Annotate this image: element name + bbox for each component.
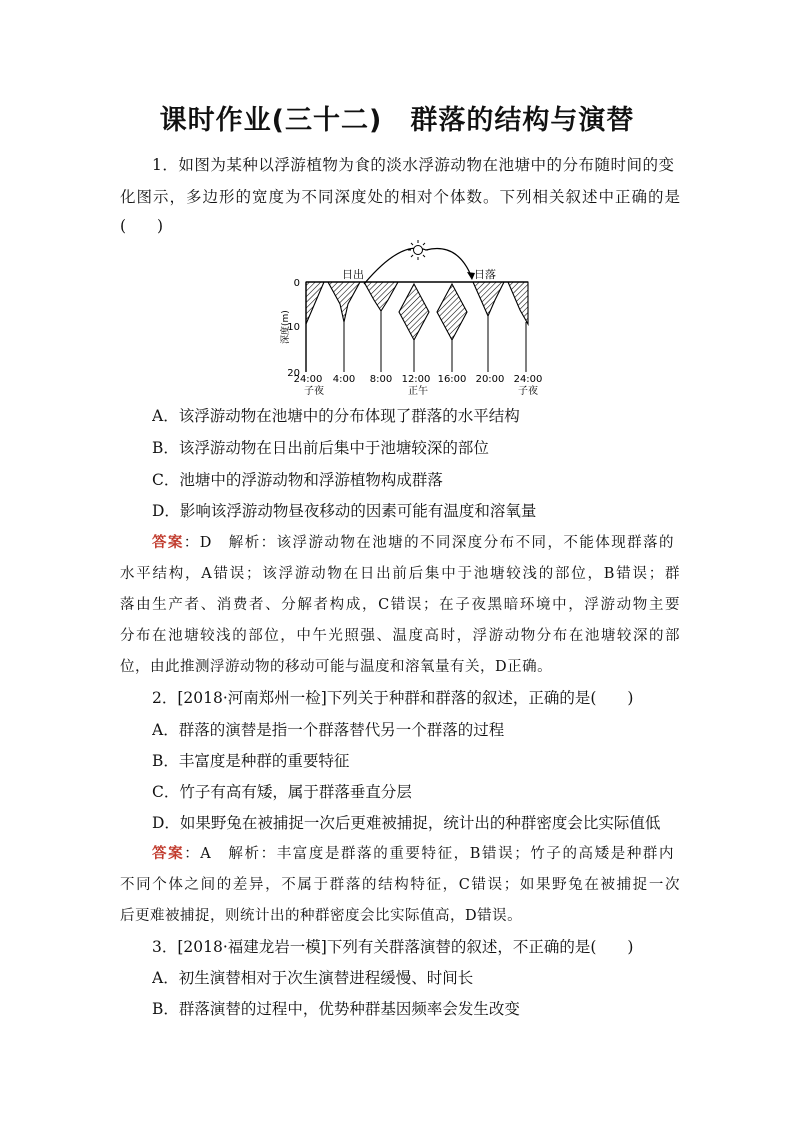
q2-option-c: C．竹子有高有矮，属于群落垂直分层	[152, 783, 412, 801]
q1-answer-label: 答案	[152, 534, 184, 551]
x-tick-0: 24:00	[293, 374, 323, 385]
q2-answer	[152, 843, 674, 865]
q1-stem-line-1: 1．如图为某种以浮游植物为食的淡水浮游动物在池塘中的分布随时间的变	[152, 156, 674, 174]
q2-option-a: A．群落的演替是指一个群落替代另一个群落的过程	[152, 721, 505, 739]
distribution-shape-2400	[508, 282, 528, 324]
distribution-shape-0000	[306, 282, 324, 324]
x-tick-1: 4:00	[332, 374, 356, 385]
q1-answer-text: ：D 解析：该浮游动物在池塘的不同深度分布不同，不能体现群落的	[183, 535, 674, 551]
y-axis-label: 深度(m)	[281, 310, 291, 344]
sun-icon	[408, 240, 428, 260]
q1-option-b: B．该浮游动物在日出前后集中于池塘较深的部位	[152, 439, 489, 457]
x-tick-3: 12:00	[401, 374, 431, 385]
distribution-shape-1600	[437, 284, 467, 340]
q1-stem-line-3: ( )	[120, 217, 164, 235]
x-tick-4: 16:00	[437, 374, 467, 385]
distribution-shape-0800	[364, 282, 398, 311]
q2-analysis-line-1: 不同个体之间的差异，不属于群落的结构特征，C错误；如果野兔在被捕捉一次	[120, 877, 680, 893]
x-sub-midnight-start: 子夜	[304, 386, 324, 397]
distribution-shape-1200	[399, 284, 429, 340]
q1-answer	[152, 532, 674, 554]
q1-analysis-line-3: 分布在池塘较浅的部位，中午光照强、温度高时，浮游动物分布在池塘较深的部	[120, 628, 680, 644]
q2-answer-text: ：A 解析：丰富度是群落的重要特征，B错误；竹子的高矮是种群内	[184, 846, 674, 862]
q2-answer-label: 答案	[152, 845, 185, 862]
q2-option-d: D．如果野兔在被捕捉一次后更难被捕捉，统计出的种群密度会比实际值低	[152, 814, 661, 832]
x-tick-5: 20:00	[475, 374, 505, 385]
q3-option-a: A．初生演替相对于次生演替进程缓慢、时间长	[152, 969, 474, 987]
sunrise-label: 日出	[342, 268, 364, 281]
page-title: 课时作业(三十二) 群落的结构与演替	[159, 105, 635, 136]
q2-stem: 2．[2018·河南郑州一检]下列关于种群和群落的叙述，正确的是( )	[152, 689, 634, 707]
x-tick-6: 24:00	[513, 374, 543, 385]
q1-analysis-line-1: 水平结构，A错误；该浮游动物在日出前后集中于池塘较浅的部位，B错误；群	[120, 566, 680, 582]
q1-option-c: C．池塘中的浮游动物和浮游植物构成群落	[152, 471, 443, 489]
y-tick-0: 0	[293, 278, 300, 289]
q3-stem: 3．[2018·福建龙岩一模]下列有关群落演替的叙述，不正确的是( )	[152, 938, 634, 956]
sunset-label: 日落	[474, 268, 496, 281]
distribution-shape-0400	[328, 282, 360, 322]
q1-option-d: D．影响该浮游动物昼夜移动的因素可能有温度和溶氧量	[152, 502, 537, 520]
q1-option-a: A．该浮游动物在池塘中的分布体现了群落的水平结构	[152, 407, 520, 425]
x-sub-noon: 正午	[408, 386, 428, 397]
q1-analysis-line-4: 位，由此推测浮游动物的移动可能与温度和溶氧量有关，D正确。	[120, 659, 553, 675]
q3-option-b: B．群落演替的过程中，优势种群基因频率会发生改变	[152, 1000, 520, 1018]
y-tick-10: 10	[287, 322, 300, 333]
q1-stem-line-2: 化图示，多边形的宽度为不同深度处的相对个体数。下列相关叙述中正确的是	[120, 188, 680, 206]
x-tick-2: 8:00	[369, 374, 393, 385]
q2-option-b: B．丰富度是种群的重要特征	[152, 752, 350, 770]
q1-analysis-line-2: 落由生产者、消费者、分解者构成，C错误；在子夜黑暗环境中，浮游动物主要	[120, 597, 680, 613]
distribution-shape-2000	[473, 282, 504, 316]
zooplankton-distribution-figure	[276, 236, 556, 398]
x-sub-midnight-end: 子夜	[518, 386, 538, 397]
y-tick-20: 20	[287, 368, 300, 379]
q2-analysis-line-2: 后更难被捕捉，则统计出的种群密度会比实际值高，D错误。	[120, 908, 523, 924]
